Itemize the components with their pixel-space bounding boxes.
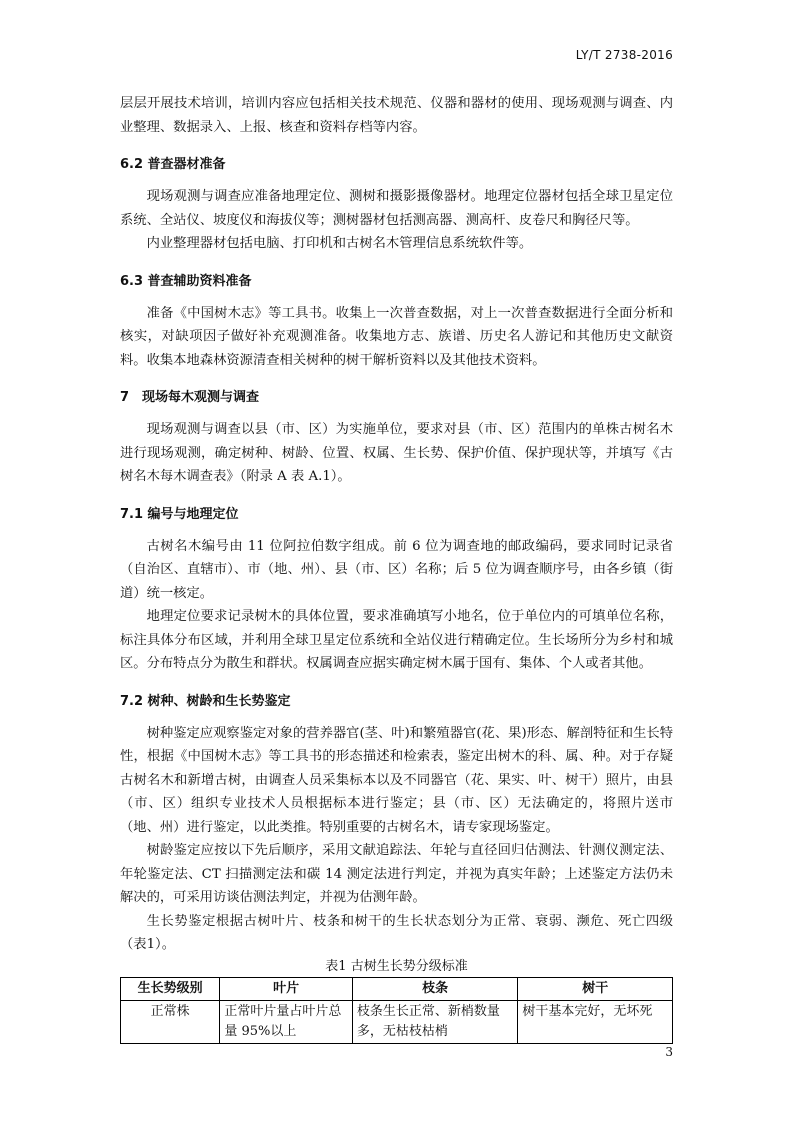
table-row — [121, 1000, 673, 1043]
paragraph-continuation: 层层开展技术培训，培训内容应包括相关技术规范、仪器和器材的使用、现场观测与调查、内业整理、数据录入、上报、核查和资料存档等内容。 — [120, 96, 673, 135]
paragraph: 现场观测与调查应准备地理定位、测树和摄影摄像器材。地理定位器材包括全球卫星定位系统、全站仪、坡度仪和海拔仪等；测树器材包括测高器、测高杆、皮卷尺和胸径尺等。 — [120, 189, 673, 228]
column-header: 树干 — [518, 977, 673, 1000]
section-heading-6-2: 6.2 普查器材准备 — [120, 157, 226, 172]
page-number: 3 — [665, 1045, 673, 1059]
table-cell: 枝条生长正常、新梢数量多，无枯枝枯梢 — [352, 1000, 518, 1043]
paragraph: 现场观测与调查以县（市、区）为实施单位，要求对县（市、区）范围内的单株古树名木进行现场观测，确定树种、树龄、位置、权属、生长势、保护价值、保护现状等，并填写《古树名木每木调查表》（附录 A 表 A.1）。 — [120, 422, 673, 484]
column-header: 叶片 — [220, 977, 352, 1000]
paragraph: 树龄鉴定应按以下先后顺序，采用文献追踪法、年轮与直径回归估测法、针测仪测定法、年轮鉴定法、CT 扫描测定法和碳 14 测定法进行判定，并视为真实年龄；上述鉴定方法仍未解决的，可采用访谈估测法判定，并视为估测年龄。 — [120, 843, 673, 905]
section-heading-6-3: 6.3 普查辅助资料准备 — [120, 273, 252, 289]
paragraph: 准备《中国树木志》等工具书。收集上一次普查数据，对上一次普查数据进行全面分析和核实，对缺项因子做好补充观测准备。收集地方志、族谱、历史名人游记和其他历史文献资料。收集本地森林资源清查相关树种的树干解析资料以及其他技术资料。 — [120, 305, 673, 368]
column-header: 枝条 — [352, 977, 518, 1000]
section-heading-7: 7 现场每木观测与调查 — [120, 390, 260, 405]
table-cell: 树干基本完好，无坏死 — [518, 1000, 673, 1043]
paragraph: 地理定位要求记录树木的具体位置，要求准确填写小地名，位于单位内的可填单位名称，标注具体分布区域，并利用全球卫星定位系统和全站仪进行精确定位。生长场所分为乡村和城区。分布特点分为散生和群状。权属调查应据实确定树木属于国有、集体、个人或者其他。 — [120, 609, 673, 671]
paragraph: 树种鉴定应观察鉴定对象的营养器官(茎、叶)和繁殖器官(花、果)形态、解剖特征和生长特性，根据《中国树木志》等工具书的形态描述和检索表，鉴定出树木的科、属、种。对于存疑古树名木和新增古树，由调查人员采集标本以及不同器官（花、果实、叶、树干）照片，由县（市、区）组织专业技术人员根据标本进行鉴定；县（市、区）无法确定的，将照片送市（地、州）进行鉴定，以此类推。特别重要的古树名木，请专家现场鉴定。 — [120, 725, 673, 835]
section-heading-7-2: 7.2 树种、树龄和生长势鉴定 — [120, 693, 291, 709]
column-header: 生长势级别 — [121, 977, 220, 1000]
table-cell: 正常叶片量占叶片总量 95%以上 — [220, 1000, 352, 1043]
growth-vigor-table — [120, 977, 673, 1044]
paragraph: 古树名木编号由 11 位阿拉伯数字组成。前 6 位为调查地的邮政编码，要求同时记录省（自治区、直辖市）、市（地、州）、县（市、区）名称；后 5 位为调查顺序号，由各乡镇（街道）统一核定。 — [120, 538, 673, 601]
section-heading-7-1: 7.1 编号与地理定位 — [120, 506, 239, 522]
paragraph: 内业整理器材包括电脑、打印机和古树名木管理信息系统软件等。 — [146, 236, 533, 251]
table-header-row — [121, 977, 673, 1000]
standard-code: LY/T 2738-2016 — [575, 48, 673, 62]
paragraph: 生长势鉴定根据古树叶片、枝条和树干的生长状态划分为正常、衰弱、濒危、死亡四级（表1）。 — [120, 913, 673, 952]
table-cell: 正常株 — [121, 1000, 220, 1043]
table-caption: 表1 古树生长势分级标准 — [325, 958, 468, 974]
document-body — [120, 92, 673, 1044]
